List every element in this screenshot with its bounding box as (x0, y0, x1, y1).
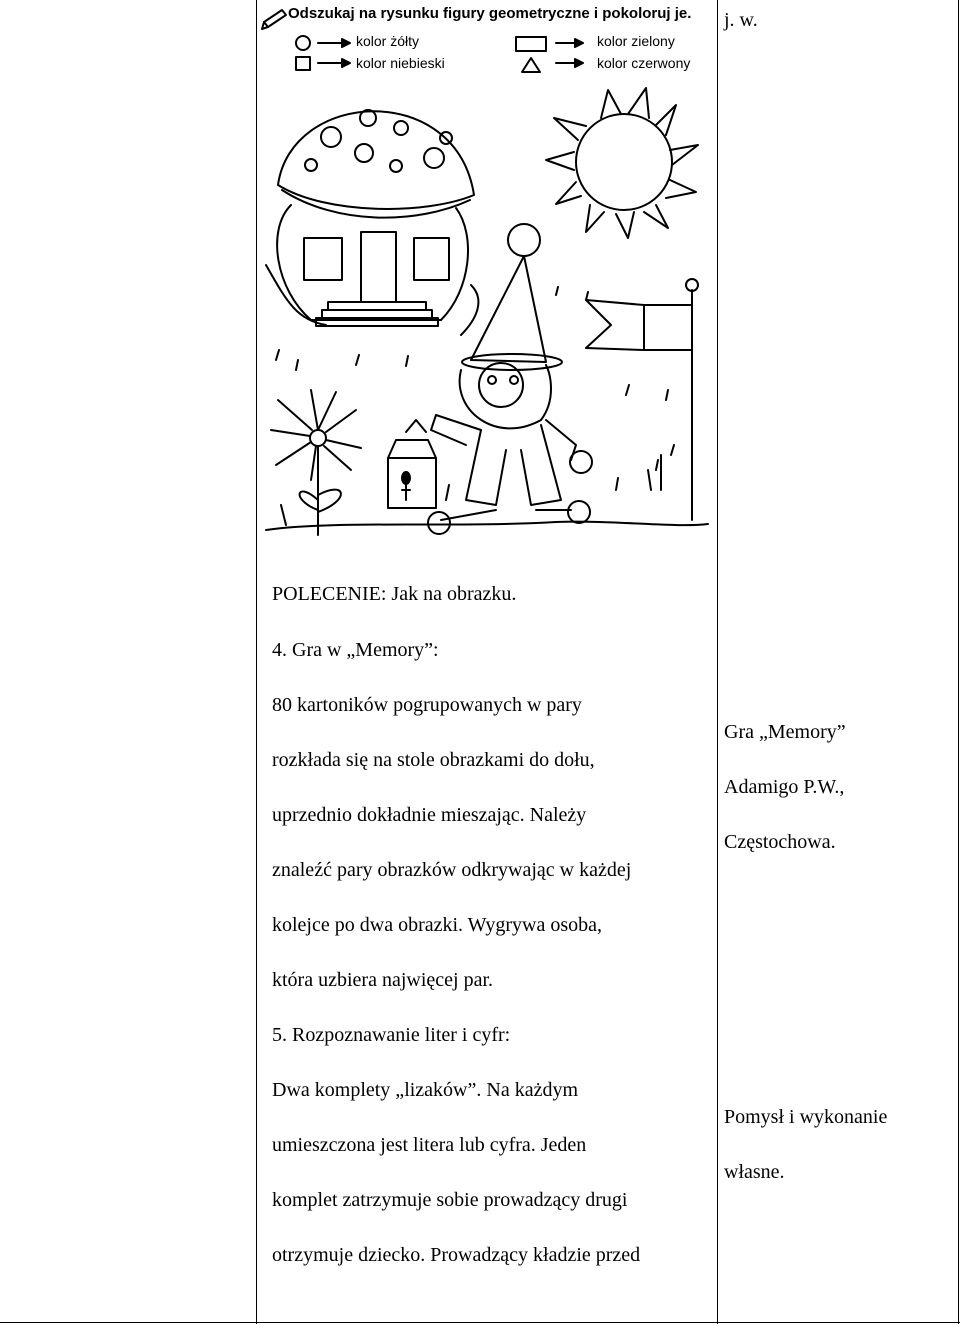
source-line: własne. (724, 1161, 785, 1183)
item-5-line: otrzymuje dziecko. Prowadzący kładzie przed (272, 1244, 641, 1266)
legend-label-yellow: kolor żółty (356, 33, 420, 49)
item-5-line: komplet zatrzymuje sobie prowadzący drugi (272, 1189, 628, 1211)
square-icon (296, 57, 310, 70)
table-border-bottom (0, 1322, 960, 1323)
worksheet-drawing (256, 0, 716, 560)
source-line: Pomysł i wykonanie (724, 1106, 888, 1128)
item-4-line: 80 kartoników pogrupowanych w pary (272, 694, 582, 716)
item-4-line: uprzednio dokładnie mieszając. Należy (272, 804, 587, 826)
source-line: Adamigo P.W., (724, 776, 845, 798)
gnome (388, 224, 592, 534)
jw-note: j. w. (724, 9, 758, 31)
item-5-line: umieszczona jest litera lub cyfra. Jeden (272, 1134, 587, 1156)
item-4-line: kolejce po dwa obrazki. Wygrywa osoba, (272, 914, 602, 936)
mushroom-house (277, 110, 474, 326)
sun (546, 88, 698, 238)
legend-label-blue: kolor niebieski (356, 55, 445, 71)
legend-label-green: kolor zielony (597, 33, 675, 49)
flower (271, 390, 361, 535)
source-line: Gra „Memory” (724, 721, 846, 743)
triangle-icon (522, 58, 540, 72)
circle-icon (296, 36, 310, 50)
item-4-line: znaleźć pary obrazków odkrywając w każdej (272, 859, 632, 881)
item-4-heading: 4. Gra w „Memory”: (272, 639, 439, 661)
table-border-right (958, 0, 959, 1324)
item-5-heading: 5. Rozpoznawanie liter i cyfr: (272, 1024, 511, 1046)
flag (586, 279, 698, 520)
source-line: Częstochowa. (724, 831, 836, 853)
item-5-line: Dwa komplety „lizaków”. Na każdym (272, 1079, 579, 1101)
legend-label-red: kolor czerwony (597, 55, 691, 71)
rectangle-icon (516, 37, 546, 51)
item-4-line: rozkłada się na stole obrazkami do dołu, (272, 749, 595, 771)
item-4-line: która uzbiera najwięcej par. (272, 969, 493, 991)
table-border-middle (717, 0, 718, 1324)
worksheet-title: Odszukaj na rysunku figury geometryczne i pokoloruj je. (288, 5, 692, 22)
polecenie-text: POLECENIE: Jak na obrazku. (272, 583, 517, 605)
pencil-icon (262, 10, 286, 29)
